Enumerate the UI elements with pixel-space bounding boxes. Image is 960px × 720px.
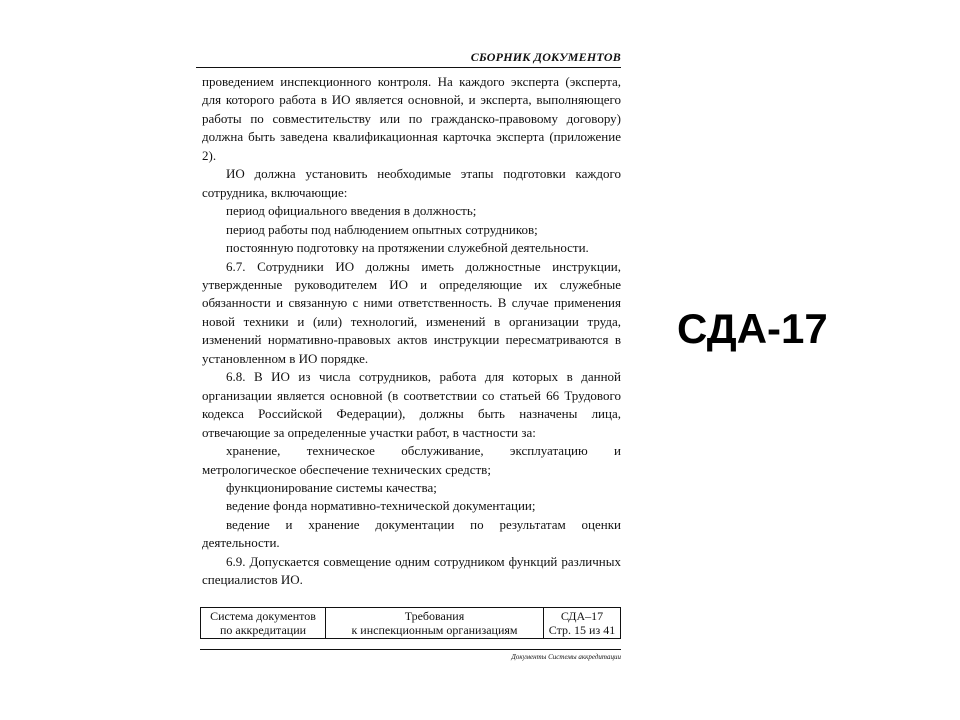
list-item-normative-fund: ведение фонда нормативно-технической документации; [226,498,536,514]
list-item-continuous-training: постоянную подготовку на протяжении служебной деятельности. [226,240,589,256]
list-item-quality-system: функционирование системы качества; [226,479,437,495]
running-head: СБОРНИК ДОКУМЕНТОВ [470,50,621,64]
footer-system-line1: Система документов [210,609,316,623]
footer-system-line2: по аккредитации [219,623,307,637]
paragraph-6-9: 6.9. Допускается совмещение одним сотрудником функций различных специалистов ИО. [202,553,621,588]
footer-table [200,607,621,639]
footer-title-line2: к инспекционным организациям [351,623,518,637]
footer-caption: Документы Системы аккредитации [511,653,621,661]
paragraph-training-stages: ИО должна установить необходимые этапы подготовки каждого сотрудника, включающие: [202,166,621,200]
footer-title-cell [326,608,544,639]
body-text [202,73,621,590]
footer-title-line1: Требования [404,609,465,623]
list-item-supervised-work: период работы под наблюдением опытных сотрудников; [226,221,538,237]
document-code-label: СДА-17 [677,305,828,352]
footer-rule [200,649,621,650]
document-page [196,40,628,680]
footer-page-number: Стр. 15 из 41 [548,623,616,637]
list-item-documentation: ведение и хранение документации по результатам оценки деятельности. [202,516,621,551]
footer-code: СДА–17 [560,609,604,623]
paragraph-continuation: проведением инспекционного контроля. На каждого эксперта (эксперта, для которого работа в ИО является основной, и эксперта, выполняющего работы по совместительству или по гражданско-правовому договору) должна быть заведена квалификационная карточка эксперта (приложение 2). [202,74,621,163]
footer-code-cell [544,608,621,639]
list-item-induction: период официального введения в должность; [226,203,477,219]
list-item-equipment: хранение, техническое обслуживание, эксплуатацию и метрологическое обеспечение технических средств; [202,443,621,477]
paragraph-6-8: 6.8. В ИО из числа сотрудников, работа для которых в данной организации является основной (в соответствии со статьей 66 Трудового кодекса Российской Федерации), должны быть назначены лица, отвечающие за определенные участки работ, в частности за: [202,369,621,440]
paragraph-6-7: 6.7. Сотрудники ИО должны иметь должностные инструкции, утвержденные руководителем ИО и определяющие их служебные обязанности и связанную с ними ответственность. В случае применения новой техники и (или) технологий, изменений в организации труда, изменений нормативно-правовых актов инструкции пересматриваются в установленном в ИО порядке. [202,258,621,366]
header-rule [196,67,621,68]
footer-system-cell [201,608,326,639]
footer-row [201,608,621,639]
